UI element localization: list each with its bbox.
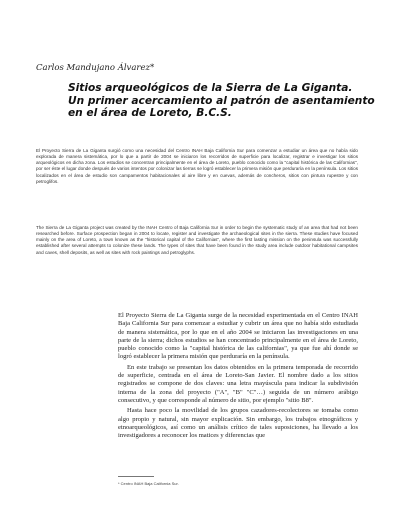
body-text — [118, 312, 358, 442]
author-name: Carlos Mandujano Álvarez* — [36, 63, 155, 73]
footnote: * Centro INAH Baja California Sur. — [118, 481, 179, 486]
article-title — [68, 82, 375, 120]
title-line-2: Un primer acercamiento al patrón de asentamiento — [68, 94, 375, 107]
abstract-english: The Sierra de La Giganta project was created by the INAH Centro of Baja California Sur in order to begin the systematic study of an area that had not been researched before. Surface prospection began in 2004 to locate, register and investigate the archaeological sites in the sierra. These studies have focused mainly on the area of Loreto, a town known as the "historical capital of the Californias", where the first lasting mission on the peninsula was successfully established after several attempts to colonize these lands. The types of sites that have been found in the study area include outdoor habitational campsites and caves, shell deposits, as well as sites with rock paintings and petroglyphs. — [36, 225, 358, 255]
body-paragraph-3: Hasta hace poco la movilidad de los grupos cazadores-recolectores se tomaba como algo propio y natural, sin mayor explicación. Sin embargo, los trabajos etnográficos y etnoarqueológicos, así como un análisis crítico de tales suposiciones, ha llevado a los investigadores a reconocer los matices y diferencias que — [118, 407, 358, 440]
title-line-1: Sitios arqueológicos de la Sierra de La Giganta. — [68, 82, 353, 94]
abstract-spanish: El Proyecto Sierra de La Giganta surgió como una necesidad del Centro INAH Baja California Sur para comenzar a estudiar un área que no había sido explorada de manera sistemática, por lo que a partir de 2004 se iniciaron los recorridos de superficie para localizar, registrar e investigar los sitios arqueológicos en dicha zona. Los estudios se concentran principalmente en el área de Loreto, pueblo conocido como la "capital histórica de las Californias", por ser éste el lugar donde después de varios intentos por colonizar las tierras se logró establecer la primera misión que perduraría en la península. Los sitios localizados en el área de estudio son campamentos habitacionales al aire libre y en cuevas, además de concheros, sitios con pintura rupestre y con petroglifos. — [36, 148, 358, 184]
body-paragraph-1: El Proyecto Sierra de La Giganta surge de la necesidad experimentada en el Centro INAH Baja California Sur para comenzar a estudiar y cubrir un área que no había sido estudiada de manera sistemática, por lo que en el año 2004 se iniciaron las investigaciones en una parte de la sierra; dichos estudios se han concentrado principalmente en el área de Loreto, pueblo conocido como la "capital histórica de las californias", ya que fue ahí donde se logró establecer la primera misión que perduraría en la península. — [118, 312, 358, 361]
title-line-3: en el área de Loreto, B.C.S. — [68, 107, 232, 120]
footnote-divider — [118, 476, 154, 477]
body-paragraph-2: En este trabajo se presentan los datos obtenidos en la primera temporada de recorrido de superficie, centrada en el área de Loreto-San Javier. El nombre dado a los sitios registrados se compone de dos claves: una letra mayúscula para indicar la subdivisión interna de la zona del proyecto ("A", "B" "C"…) seguida de un número arábigo consecutivo, y que corresponde al número de sitio, por ejemplo "sitio B8". — [118, 363, 358, 404]
